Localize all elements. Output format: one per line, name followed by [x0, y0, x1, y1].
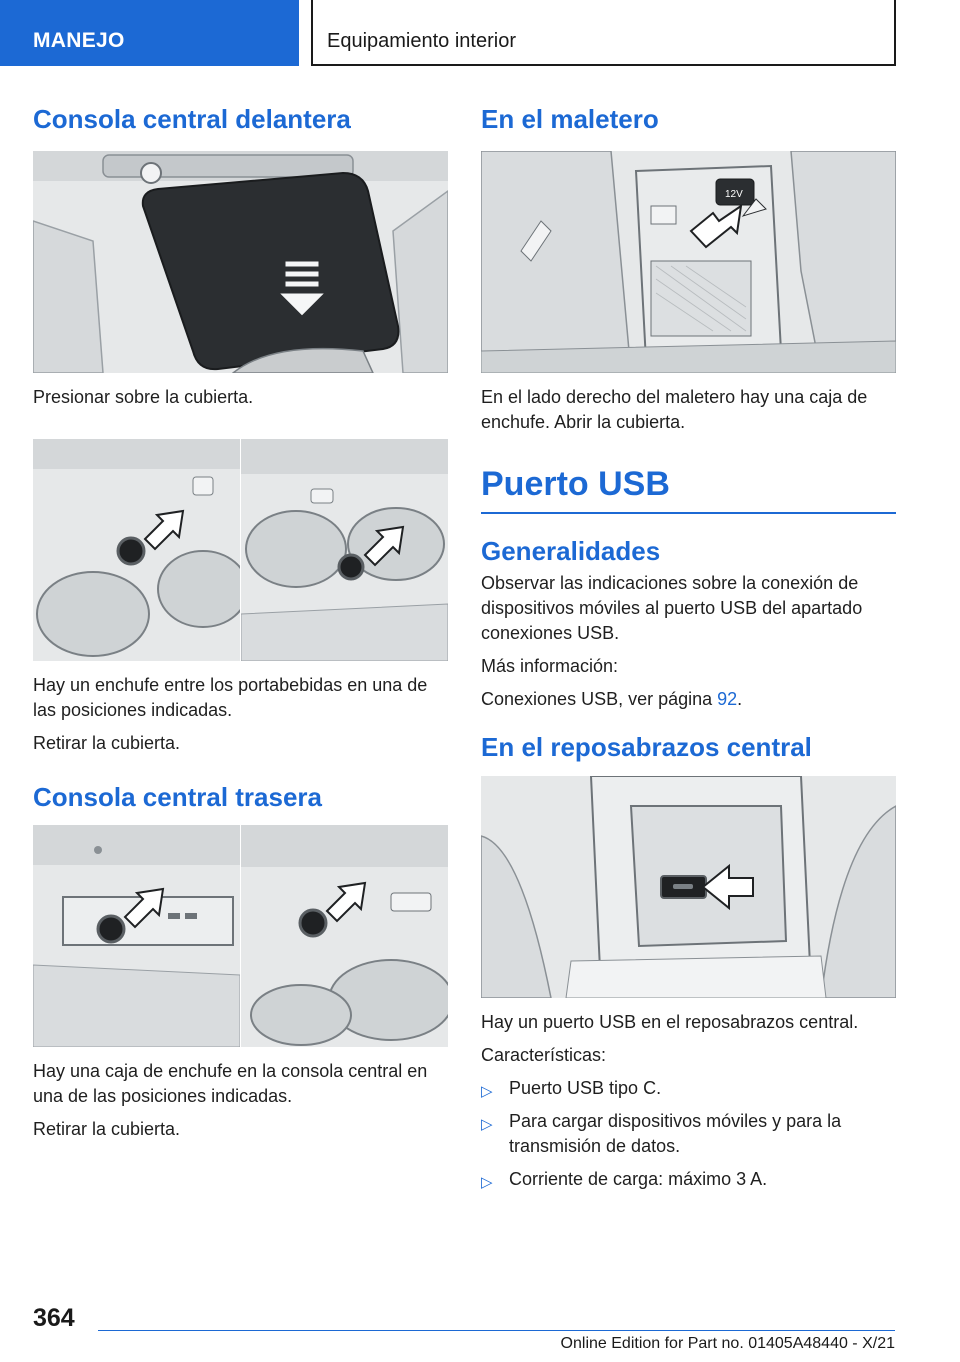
footer-divider	[98, 1330, 895, 1331]
cupholder-illustration-left	[33, 439, 240, 661]
more-info-label: Más información:	[481, 656, 619, 677]
general-heading: Generalidades	[481, 536, 661, 567]
section-tab	[0, 0, 299, 66]
usb-reference-text: Conexiones USB, ver página	[481, 689, 718, 710]
rear-console-heading: Consola central trasera	[33, 782, 323, 813]
cupholder-illustration-right	[241, 439, 448, 661]
usb-reference-end: .	[737, 689, 743, 710]
chapter-tab	[311, 0, 896, 66]
front-console-figure	[33, 151, 448, 373]
usb-reference-page-link[interactable]: 92	[717, 689, 738, 710]
general-text: Observar las indicaciones sobre la conexión de dispositivos móviles al puerto USB del apartado conexiones USB.	[481, 573, 863, 644]
rear-console-caption: Hay una caja de enchufe en la consola central en una de las posiciones indicadas.	[33, 1061, 428, 1107]
usb-port-heading: Puerto USB	[481, 465, 896, 514]
bullet-triangle-icon: ▷	[481, 1115, 493, 1133]
left-column	[33, 100, 448, 1142]
trunk-caption: En el lado derecho del maletero hay una caja de enchufe. Abrir la cubierta.	[481, 387, 868, 433]
features-label: Características:	[481, 1044, 607, 1065]
rear-console-remove-instruction: Retirar la cubierta.	[33, 1119, 181, 1140]
armrest-figure	[481, 776, 896, 998]
list-item: ▷ Puerto USB tipo C.	[481, 1076, 896, 1101]
armrest-caption: Hay un puerto USB en el reposabrazos central.	[481, 1011, 859, 1032]
trunk-heading: En el maletero	[481, 104, 659, 134]
cupholder-figure-right	[241, 439, 448, 661]
rear-console-figure-pair	[33, 825, 448, 1047]
cupholder-figure-left	[33, 439, 240, 661]
front-console-illustration	[33, 151, 448, 373]
rear-console-figure-left	[33, 825, 240, 1047]
page-footer	[0, 1290, 960, 1362]
trunk-socket-label: 12V	[725, 189, 743, 201]
usb-reference	[481, 687, 896, 712]
cupholder-caption: Hay un enchufe entre los portabebidas en una de las posiciones indicadas.	[33, 675, 428, 721]
armrest-heading: En el reposabrazos central	[481, 732, 812, 763]
chapter-label: Equipamiento interior	[327, 30, 516, 52]
bullet-triangle-icon: ▷	[481, 1173, 493, 1191]
front-console-caption: Presionar sobre la cubierta.	[33, 387, 254, 408]
trunk-figure	[481, 151, 896, 373]
rear-console-figure-right	[241, 825, 448, 1047]
front-console-heading: Consola central delantera	[33, 104, 351, 134]
trunk-illustration	[481, 151, 896, 373]
rear-console-illustration-right	[241, 825, 448, 1047]
list-item: ▷ Corriente de carga: máximo 3 A.	[481, 1167, 896, 1192]
page-number: 364	[33, 1304, 75, 1332]
edition-note: Online Edition for Part no. 01405A48440 - X/21	[560, 1335, 895, 1352]
cupholder-figure-pair	[33, 439, 448, 661]
features-list	[481, 1076, 896, 1192]
list-item: ▷ Para cargar dispositivos móviles y para la transmisión de datos.	[481, 1110, 842, 1156]
bullet-triangle-icon: ▷	[481, 1082, 493, 1100]
right-column	[481, 100, 896, 1192]
armrest-illustration	[481, 776, 896, 998]
cupholder-remove-instruction: Retirar la cubierta.	[33, 733, 181, 754]
rear-console-illustration-left	[33, 825, 240, 1047]
section-label: MANEJO	[33, 29, 125, 52]
